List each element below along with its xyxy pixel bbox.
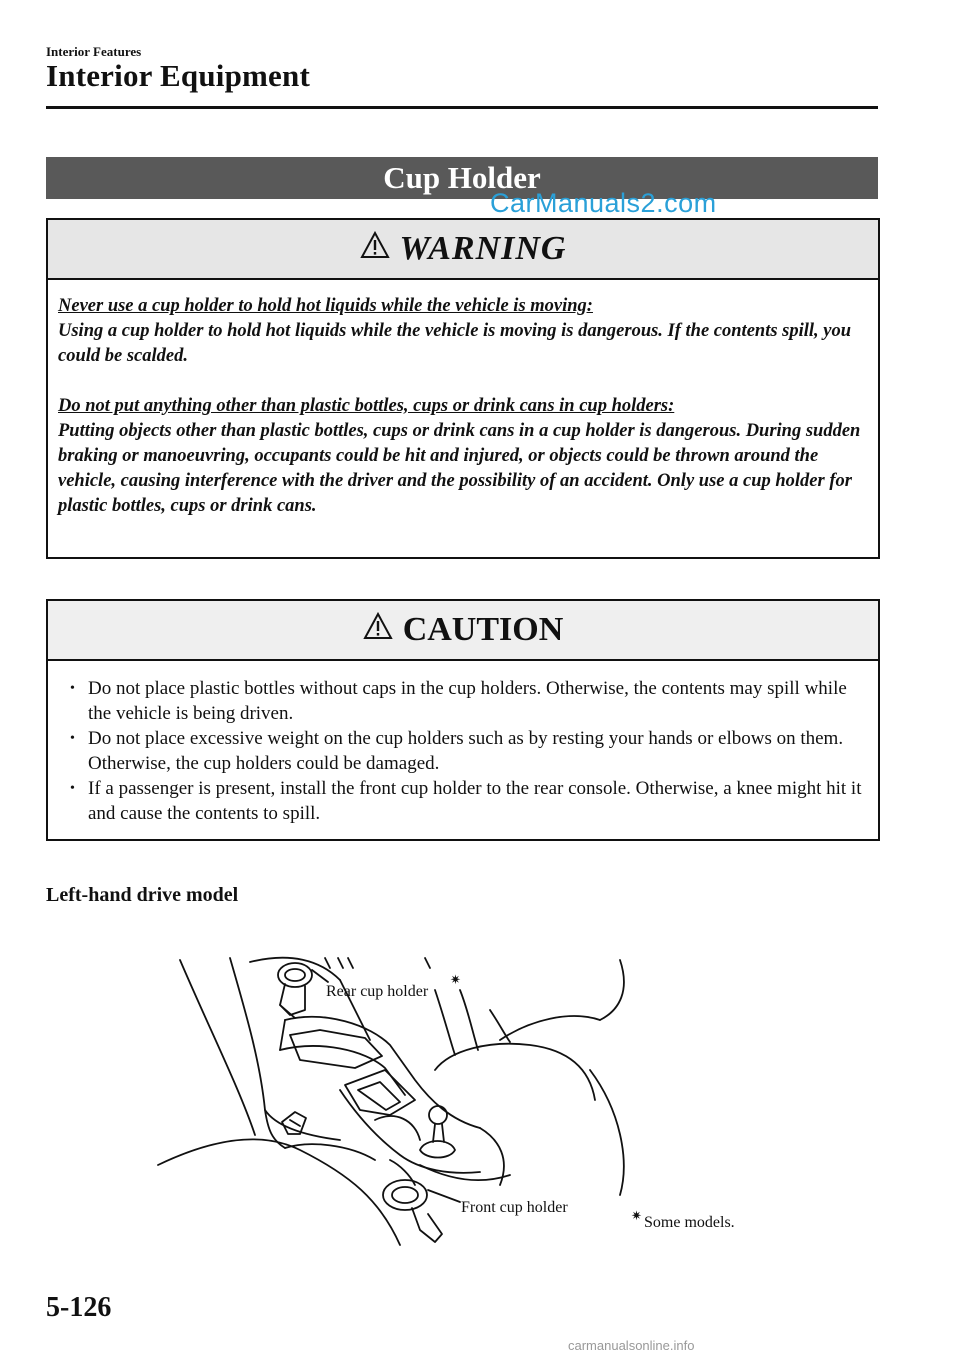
section-label: Interior Features xyxy=(46,44,142,59)
front-cup-holder-illustration xyxy=(383,1180,442,1242)
page-title: Interior Equipment xyxy=(46,58,310,93)
asterisk-icon: ✷ xyxy=(450,973,461,988)
watermark-text: CarManuals2.com xyxy=(490,188,717,218)
note-asterisk-icon: ✷ xyxy=(631,1209,642,1224)
warning-body xyxy=(48,280,878,519)
warning-heading: WARNING xyxy=(399,230,567,267)
rear-cup-label: Rear cup holder xyxy=(326,983,429,1000)
warning-item-title: Never use a cup holder to hold hot liquids while the vehicle is moving: xyxy=(58,296,593,316)
warning-item xyxy=(58,294,868,369)
rear-cup-holder-illustration xyxy=(278,963,312,1018)
caution-list xyxy=(68,676,868,826)
warning-item xyxy=(58,394,868,519)
console-diagram xyxy=(150,950,790,1250)
caution-item: • Do not place plastic bottles without caps in the cup holders. Otherwise, the contents may spill while the vehicle is being driven. xyxy=(68,676,868,726)
footer-watermark: carmanualsonline.info xyxy=(568,1338,695,1353)
caution-heading: CAUTION xyxy=(402,611,564,648)
caution-header xyxy=(48,601,878,661)
warning-item-title: Do not put anything other than plastic bottles, cups or drink cans in cup holders: xyxy=(58,396,675,416)
some-models-note: Some models. xyxy=(644,1214,735,1231)
caution-item: • Do not place excessive weight on the cup holders such as by resting your hands or elbows on them. Otherwise, the cup holders could be damaged. xyxy=(68,726,868,776)
front-leader-line xyxy=(428,1190,460,1202)
warning-item-text: Using a cup holder to hold hot liquids while the vehicle is moving is dangerous. If the contents spill, you could be scalded. xyxy=(58,321,852,366)
warning-header xyxy=(48,220,878,280)
warning-item-text: Putting objects other than plastic bottles, cups or drink cans in a cup holder is dangerous. During sudden braking or manoeuvring, occupants could be hit and injured, or objects could be thrown around the vehicle, causing interference with the driver and the possibility of an accident. Only use a cup holder for plastic bottles, cups or drink cans. xyxy=(58,421,861,516)
caution-body xyxy=(48,661,878,826)
hatch-marks xyxy=(325,958,430,968)
caution-triangle-icon xyxy=(363,611,393,649)
warning-triangle-icon xyxy=(360,230,390,268)
title-divider xyxy=(46,106,878,109)
figure-heading: Left-hand drive model xyxy=(46,884,239,906)
front-cup-label: Front cup holder xyxy=(461,1199,568,1216)
rear-leader-line xyxy=(312,970,328,982)
caution-item: • If a passenger is present, install the front cup holder to the rear console. Otherwise, a knee might hit it and cause the contents to spill. xyxy=(68,776,868,826)
section-banner: Cup Holder xyxy=(46,157,878,199)
caution-box xyxy=(46,599,880,841)
warning-box xyxy=(46,218,880,559)
page-number: 5-126 xyxy=(46,1292,112,1323)
